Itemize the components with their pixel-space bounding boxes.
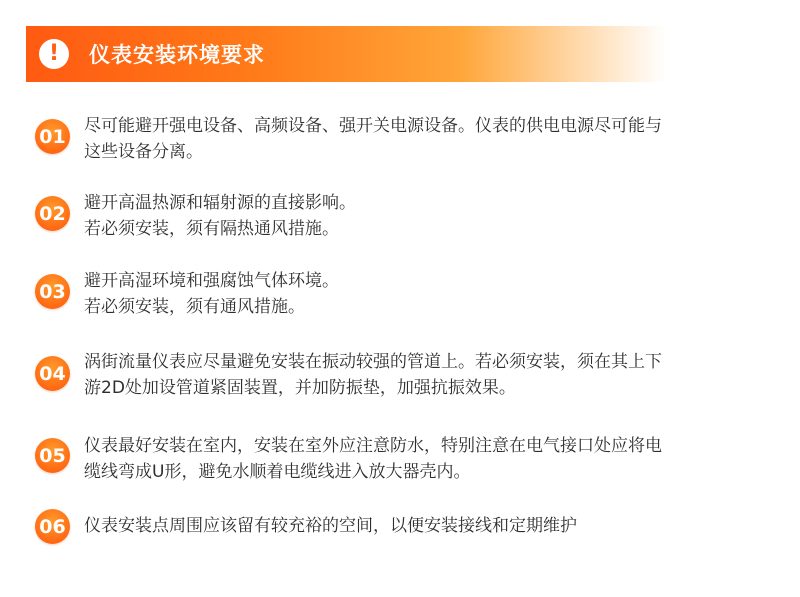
exclamation-icon: ! [39,39,69,69]
number-badge: 04 [35,356,70,391]
number-badge: 06 [35,509,70,544]
list-item [35,190,775,242]
item-text-line: 涡街流量仪表应尽量避免安装在振动较强的管道上。若必须安装，须在其上下 [84,352,662,372]
item-text [84,268,769,320]
item-text-line: 避开高温热源和辐射源的直接影响。 [84,193,356,213]
item-text [84,190,769,242]
item-text [84,513,769,539]
list-item [35,349,775,401]
list-item [35,268,775,320]
item-text-line: 避开高湿环境和强腐蚀气体环境。 [84,271,339,291]
number-badge: 02 [35,196,70,231]
page-title: 仪表安装环境要求 [89,43,265,67]
item-text-line: 尽可能避开强电设备、高频设备、强开关电源设备。仪表的供电电源尽可能与 [84,116,662,136]
item-text-line: 仪表安装点周围应该留有较充裕的空间，以便安装接线和定期维护 [84,516,577,536]
item-text [84,113,769,165]
header-banner [26,26,666,82]
item-text [84,349,769,401]
item-text [84,433,769,485]
item-text-line: 若必须安装，须有通风措施。 [84,297,305,317]
number-badge: 05 [35,438,70,473]
number-badge: 03 [35,274,70,309]
number-badge: 01 [35,119,70,154]
item-text-line: 游2D处加设管道紧固装置，并加防振垫，加强抗振效果。 [84,378,516,398]
list-item [35,113,775,165]
item-text-line: 若必须安装，须有隔热通风措施。 [84,219,339,239]
item-text-line: 缆线弯成U形，避免水顺着电缆线进入放大器壳内。 [84,462,471,482]
list-item [35,433,775,485]
list-item [35,513,775,544]
item-text-line: 仪表最好安装在室内，安装在室外应注意防水，特别注意在电气接口处应将电 [84,436,662,456]
item-text-line: 这些设备分离。 [84,142,203,162]
